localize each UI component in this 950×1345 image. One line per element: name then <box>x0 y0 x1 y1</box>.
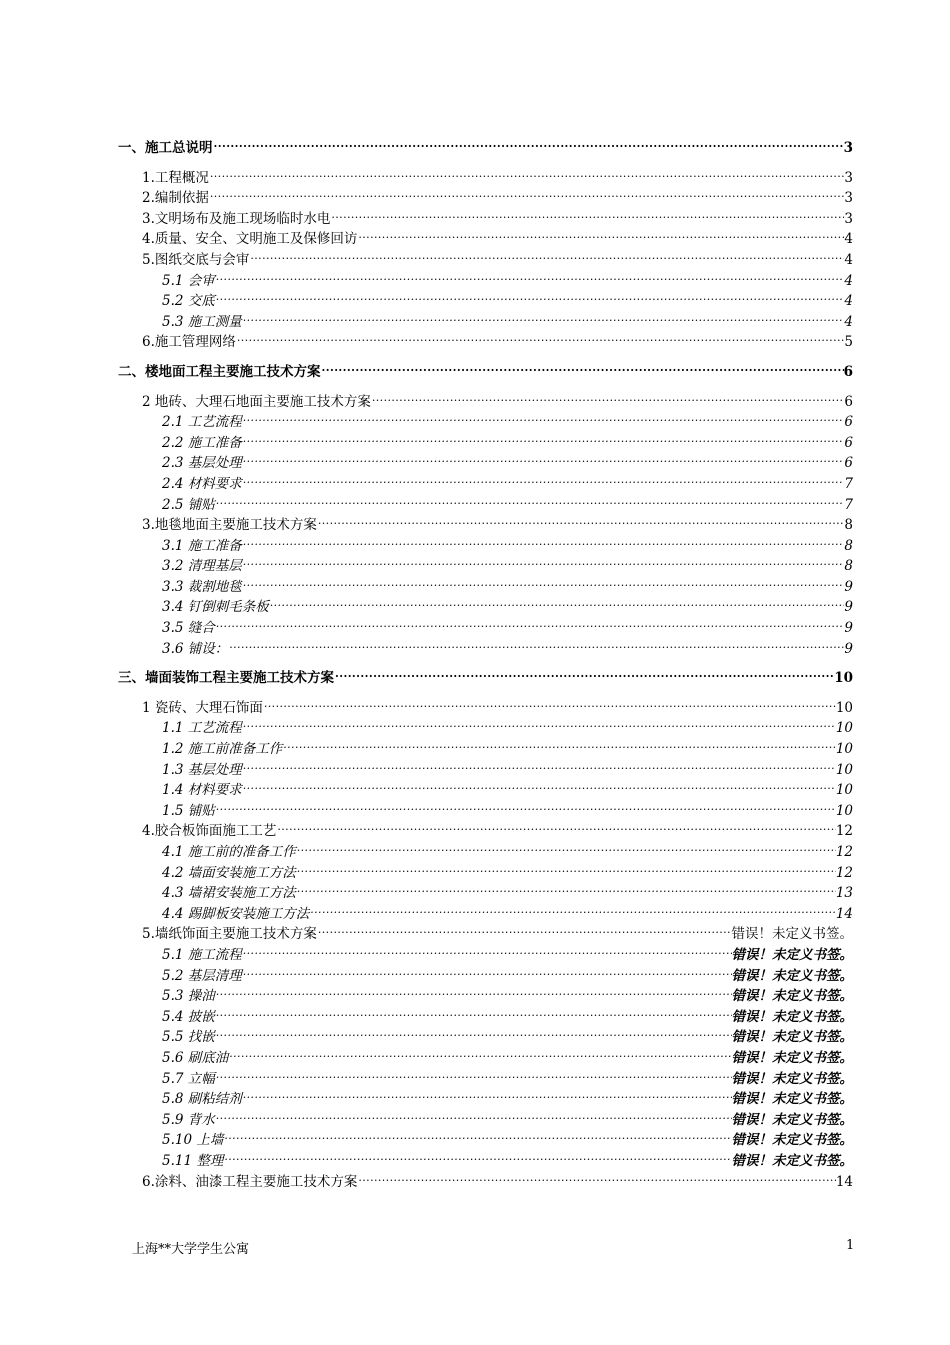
toc-dot-leader <box>317 515 845 536</box>
toc-dot-leader <box>215 986 732 1007</box>
toc-entry-page: 4 <box>844 251 853 268</box>
toc-entry-title: 5.8 刷粘结剂 <box>162 1091 242 1108</box>
toc-entry[interactable] <box>118 433 853 454</box>
toc-dot-leader <box>215 1069 732 1090</box>
toc-entry-title: 2.5 铺贴 <box>162 496 215 513</box>
toc-entry-title: 2.编制依据 <box>142 190 209 207</box>
toc-entry-title: 5.1 会审 <box>162 272 215 289</box>
toc-entry-title: 5.4 披嵌 <box>162 1008 215 1025</box>
toc-dot-leader <box>242 453 845 474</box>
toc-entry-page: 9 <box>844 599 853 616</box>
toc-entry[interactable] <box>118 1048 853 1069</box>
toc-entry-page: 错误！未定义书签。 <box>731 1111 853 1128</box>
toc-entry-title: 3.文明场布及施工现场临时水电 <box>142 210 331 227</box>
toc-entry-page: 3 <box>844 210 853 227</box>
toc-entry[interactable] <box>118 945 853 966</box>
toc-entry-title: 4.3 墙裙安装施工方法 <box>162 885 296 902</box>
toc-entry[interactable] <box>118 597 853 618</box>
toc-entry-title: 2.3 基层处理 <box>162 455 242 472</box>
toc-entry-title: 2 地砖、大理石地面主要施工技术方案 <box>142 393 371 410</box>
toc-dot-leader <box>242 780 836 801</box>
toc-dot-leader <box>249 250 844 271</box>
toc-entry-page: 4 <box>844 313 853 330</box>
toc-entry[interactable] <box>118 1151 853 1172</box>
toc-entry-title: 6.涂料、油漆工程主要施工技术方案 <box>142 1173 358 1190</box>
toc-entry-title: 1.5 铺贴 <box>162 802 215 819</box>
toc-entry-title: 3.1 施工准备 <box>162 537 242 554</box>
toc-dot-leader <box>334 668 834 689</box>
toc-entry[interactable] <box>118 392 853 413</box>
toc-dot-leader <box>215 1110 732 1131</box>
toc-dot-leader <box>242 966 732 987</box>
footer-title: 上海**大学学生公寓 <box>132 1242 250 1257</box>
toc-entry-title: 3.6 铺设： <box>162 640 229 657</box>
toc-entry[interactable] <box>118 312 853 333</box>
toc-entry-title: 1.2 施工前准备工作 <box>162 741 283 758</box>
toc-entry[interactable] <box>118 883 853 904</box>
toc-entry-page: 9 <box>844 620 853 637</box>
toc-entry-title: 5.7 立幅 <box>162 1070 215 1087</box>
toc-entry-title: 5.墙纸饰面主要施工技术方案 <box>142 926 317 943</box>
toc-entry[interactable] <box>118 966 853 987</box>
toc-dot-leader <box>276 821 835 842</box>
toc-dot-leader <box>309 904 836 925</box>
toc-entry-page: 6 <box>844 455 853 472</box>
toc-entry-page: 9 <box>844 640 853 657</box>
toc-entry-page: 错误！未定义书签。 <box>731 1008 853 1025</box>
toc-entry-page: 10 <box>835 741 853 758</box>
toc-entry-page: 错误！未定义书签。 <box>731 1070 853 1087</box>
toc-dot-leader <box>215 1007 732 1028</box>
toc-dot-leader <box>242 577 845 598</box>
toc-entry-page: 9 <box>844 578 853 595</box>
toc-entry[interactable] <box>118 291 853 312</box>
toc-entry-title: 5.9 背水 <box>162 1111 215 1128</box>
toc-entry[interactable] <box>118 1172 853 1193</box>
toc-dot-leader <box>215 1027 732 1048</box>
toc-dot-leader <box>209 188 845 209</box>
toc-entry-title: 3.4 钉倒刺毛条板 <box>162 599 269 616</box>
toc-entry[interactable] <box>118 904 853 925</box>
toc-dot-leader <box>223 1151 731 1172</box>
toc-entry[interactable] <box>118 229 853 250</box>
toc-entry[interactable] <box>118 986 853 1007</box>
toc-dot-leader <box>263 698 836 719</box>
toc-entry-page: 错误！未定义书签。 <box>731 1029 853 1046</box>
toc-entry-page: 错误！未定义书签。 <box>731 946 853 963</box>
toc-entry-page: 3 <box>844 169 853 186</box>
toc-entry-page: 错误！未定义书签。 <box>731 1091 853 1108</box>
toc-entry-title: 2.1 工艺流程 <box>162 414 242 431</box>
toc-dot-leader <box>215 271 845 292</box>
toc-dot-leader <box>242 760 836 781</box>
toc-entry-title: 二、楼地面工程主要施工技术方案 <box>118 363 321 380</box>
toc-dot-leader <box>213 138 844 159</box>
toc-entry-page: 5 <box>844 334 853 351</box>
toc-dot-leader <box>371 392 845 413</box>
toc-entry-title: 4.2 墙面安装施工方法 <box>162 864 296 881</box>
toc-dot-leader <box>242 474 845 495</box>
toc-entry-title: 5.图纸交底与会审 <box>142 251 250 268</box>
toc-entry[interactable] <box>118 188 853 209</box>
toc-entry[interactable] <box>118 780 853 801</box>
toc-dot-leader <box>269 597 845 618</box>
toc-entry-page: 4 <box>844 293 853 310</box>
toc-dot-leader <box>223 1130 731 1151</box>
toc-entry-page: 10 <box>835 761 853 778</box>
toc-dot-leader <box>242 536 845 557</box>
toc-entry[interactable] <box>118 138 853 159</box>
toc-entry[interactable] <box>118 515 853 536</box>
toc-entry-page: 14 <box>835 1173 853 1190</box>
toc-dot-leader <box>215 618 845 639</box>
toc-entry[interactable] <box>118 271 853 292</box>
toc-entry-title: 1.4 材料要求 <box>162 782 242 799</box>
toc-entry-page: 14 <box>835 905 853 922</box>
toc-entry[interactable] <box>118 1069 853 1090</box>
toc-dot-leader <box>330 209 844 230</box>
toc-dot-leader <box>242 312 845 333</box>
toc-entry[interactable] <box>118 1110 853 1131</box>
toc-entry[interactable] <box>118 739 853 760</box>
toc-entry-title: 5.5 找嵌 <box>162 1029 215 1046</box>
toc-entry[interactable] <box>118 209 853 230</box>
toc-entry-page: 6 <box>843 363 853 380</box>
toc-entry-title: 5.1 施工流程 <box>162 946 242 963</box>
toc-entry[interactable] <box>118 556 853 577</box>
toc-dot-leader <box>215 801 836 822</box>
toc-entry-title: 1 瓷砖、大理石饰面 <box>142 699 263 716</box>
toc-dot-leader <box>242 1089 732 1110</box>
toc-dot-leader <box>357 229 844 250</box>
toc-entry-title: 5.3 操油 <box>162 988 215 1005</box>
toc-entry-page: 8 <box>844 537 853 554</box>
toc-entry[interactable] <box>118 332 853 353</box>
toc-entry-page: 12 <box>835 844 853 860</box>
toc-entry-page: 7 <box>844 496 853 513</box>
toc-entry-title: 5.10 上墙 <box>162 1132 224 1149</box>
toc-entry-title: 3.5 缝合 <box>162 620 215 637</box>
toc-entry[interactable] <box>118 639 853 660</box>
toc-entry-title: 三、墙面装饰工程主要施工技术方案 <box>118 670 334 687</box>
toc-dot-leader <box>282 739 836 760</box>
toc-entry-title: 4.胶合板饰面施工工艺 <box>142 823 277 840</box>
toc-entry-page: 6 <box>844 393 853 410</box>
toc-entry-page: 错误！未定义书签。 <box>731 1132 853 1149</box>
toc-entry[interactable] <box>118 718 853 739</box>
footer-page-number: 1 <box>846 1238 855 1253</box>
toc-entry[interactable] <box>118 618 853 639</box>
toc-entry[interactable] <box>118 668 853 689</box>
toc-entry-title: 2.2 施工准备 <box>162 434 242 451</box>
toc-entry-page: 8 <box>844 517 853 534</box>
toc-entry-title: 5.6 刷底油 <box>162 1049 229 1066</box>
toc-dot-leader <box>242 945 732 966</box>
toc-entry[interactable] <box>118 1027 853 1048</box>
toc-entry[interactable] <box>118 698 853 719</box>
toc-entry[interactable] <box>118 536 853 557</box>
toc-entry-page: 10 <box>835 720 853 737</box>
toc-entry-page: 12 <box>835 864 853 881</box>
toc-entry-title: 3.3 裁割地毯 <box>162 578 242 595</box>
toc-entry[interactable] <box>118 801 853 822</box>
toc-dot-leader <box>215 495 845 516</box>
toc-entry[interactable] <box>118 924 853 945</box>
toc-entry-page: 10 <box>835 699 853 716</box>
toc-entry-page: 3 <box>844 190 853 207</box>
toc-entry-title: 1.1 工艺流程 <box>162 720 242 737</box>
toc-entry-title: 4.1 施工前的准备工作 <box>162 844 296 860</box>
toc-entry[interactable] <box>118 1007 853 1028</box>
toc-dot-leader <box>236 332 845 353</box>
toc-entry-page: 6 <box>844 414 853 431</box>
toc-entry[interactable] <box>118 760 853 781</box>
toc-entry[interactable] <box>118 821 853 842</box>
toc-entry-title: 6.施工管理网络 <box>142 334 236 351</box>
toc-entry-page: 错误！未定义书签。 <box>731 1152 853 1169</box>
toc-entry-title: 4.质量、安全、文明施工及保修回访 <box>142 231 358 248</box>
toc-dot-leader <box>242 412 845 433</box>
toc-entry-title: 4.4 踢脚板安装施工方法 <box>162 905 310 922</box>
toc-entry-title: 2.4 材料要求 <box>162 475 242 492</box>
toc-dot-leader <box>321 362 844 383</box>
toc-entry-page: 4 <box>844 272 853 289</box>
toc-entry[interactable] <box>118 474 853 495</box>
toc-entry-page: 错误！未定义书签。 <box>731 988 853 1005</box>
toc-dot-leader <box>242 433 845 454</box>
toc-entry-page: 10 <box>835 802 853 819</box>
toc-dot-leader <box>296 842 836 863</box>
toc-dot-leader <box>317 924 732 945</box>
toc-entry-title: 5.3 施工测量 <box>162 313 242 330</box>
toc-entry-page: 12 <box>835 823 853 840</box>
toc-entry[interactable] <box>118 362 853 383</box>
toc-entry[interactable] <box>118 250 853 271</box>
toc-entry[interactable] <box>118 1089 853 1110</box>
toc-entry-page: 13 <box>835 885 853 902</box>
toc-dot-leader <box>296 863 836 884</box>
table-of-contents <box>118 138 853 1192</box>
toc-entry-title: 5.2 交底 <box>162 293 215 310</box>
toc-entry-page: 错误！未定义书签。 <box>731 926 853 943</box>
toc-entry[interactable] <box>118 577 853 598</box>
toc-entry-page: 8 <box>844 558 853 575</box>
toc-entry-page: 3 <box>843 140 853 156</box>
toc-entry-title: 3.2 清理基层 <box>162 558 242 575</box>
toc-entry-page: 4 <box>844 231 853 248</box>
toc-entry-title: 5.11 整理 <box>162 1152 224 1169</box>
toc-entry[interactable] <box>118 495 853 516</box>
toc-dot-leader <box>242 718 836 739</box>
toc-entry-page: 10 <box>835 782 853 799</box>
toc-dot-leader <box>296 883 836 904</box>
toc-entry-title: 一、施工总说明 <box>118 140 213 156</box>
toc-dot-leader <box>228 639 844 660</box>
toc-entry[interactable] <box>118 1130 853 1151</box>
toc-entry[interactable] <box>118 842 853 863</box>
toc-dot-leader <box>357 1172 835 1193</box>
toc-entry[interactable] <box>118 453 853 474</box>
toc-entry[interactable] <box>118 168 853 189</box>
toc-dot-leader <box>228 1048 731 1069</box>
toc-dot-leader <box>215 291 845 312</box>
toc-entry-title: 3.地毯地面主要施工技术方案 <box>142 517 317 534</box>
toc-entry[interactable] <box>118 412 853 433</box>
toc-entry-title: 1.工程概况 <box>142 169 209 186</box>
toc-entry-page: 错误！未定义书签。 <box>731 1049 853 1066</box>
toc-entry-page: 10 <box>834 670 853 687</box>
toc-dot-leader <box>242 556 845 577</box>
toc-dot-leader <box>209 168 845 189</box>
toc-entry-page: 错误！未定义书签。 <box>731 967 853 984</box>
toc-entry-title: 5.2 基层清理 <box>162 967 242 984</box>
toc-entry-page: 6 <box>844 434 853 451</box>
toc-entry-title: 1.3 基层处理 <box>162 761 242 778</box>
toc-entry[interactable] <box>118 863 853 884</box>
toc-entry-page: 7 <box>844 475 853 492</box>
